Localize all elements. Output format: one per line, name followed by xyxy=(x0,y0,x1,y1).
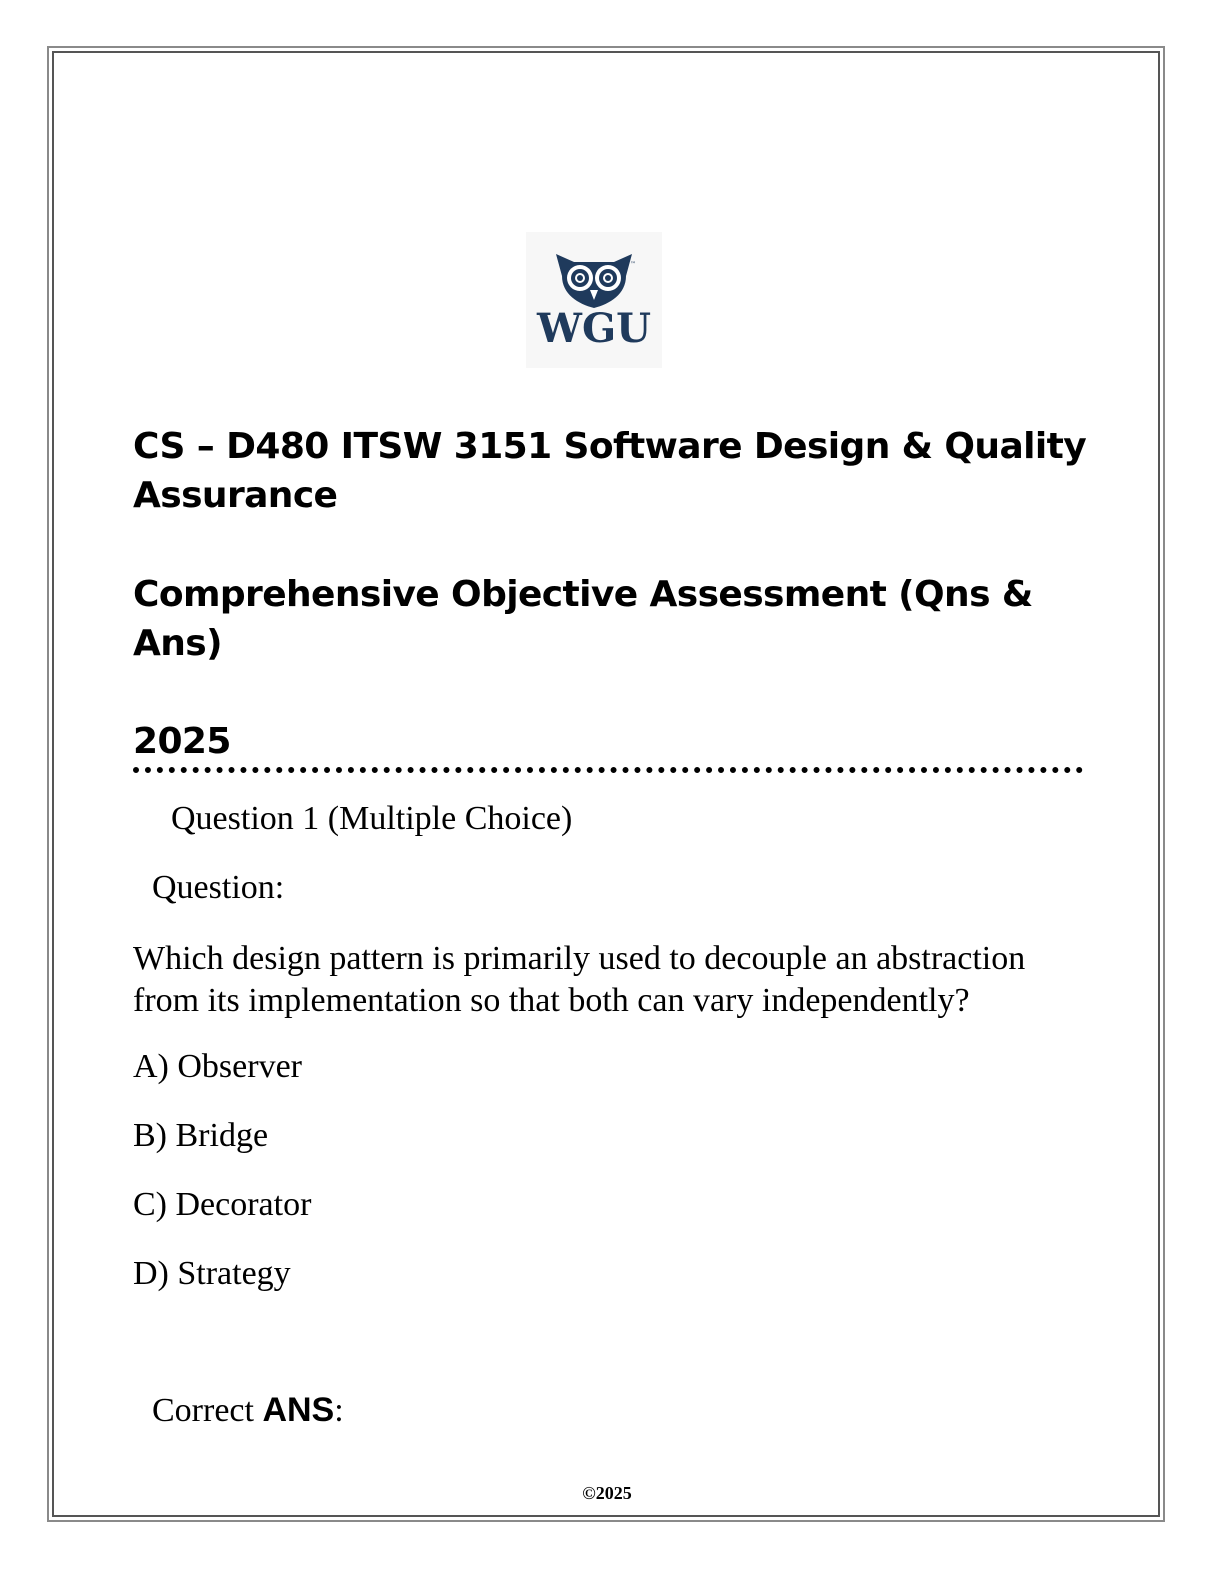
option-c: C) Decorator xyxy=(133,1186,312,1223)
option-b: B) Bridge xyxy=(133,1117,269,1154)
correct-answer-line xyxy=(152,1391,344,1430)
logo-wordmark: WGU xyxy=(537,305,651,352)
footer-copyright: ©2025 xyxy=(582,1483,632,1503)
answer-suffix: : xyxy=(334,1392,344,1429)
document-subtitle: Comprehensive Objective Assessment (Qns & Ans) xyxy=(133,574,1033,664)
answer-prefix: Correct xyxy=(152,1392,263,1429)
document-year: 2025 xyxy=(133,721,231,762)
option-d: D) Strategy xyxy=(133,1255,291,1292)
document-title: CS – D480 ITSW 3151 Software Design & Quality Assurance xyxy=(133,426,1087,516)
owl-icon xyxy=(526,232,662,368)
wgu-logo xyxy=(526,232,662,368)
question-label: Question: xyxy=(152,869,285,906)
svg-text:™: ™ xyxy=(630,261,636,268)
option-a: A) Observer xyxy=(133,1048,302,1085)
question-text: Which design pattern is primarily used to decouple an abstraction from its implementation so that both can vary independently? xyxy=(133,940,1026,1019)
answer-bold-label: ANS xyxy=(262,1391,335,1429)
dotted-divider xyxy=(133,767,1083,773)
question-number: Question 1 (Multiple Choice) xyxy=(171,800,573,837)
